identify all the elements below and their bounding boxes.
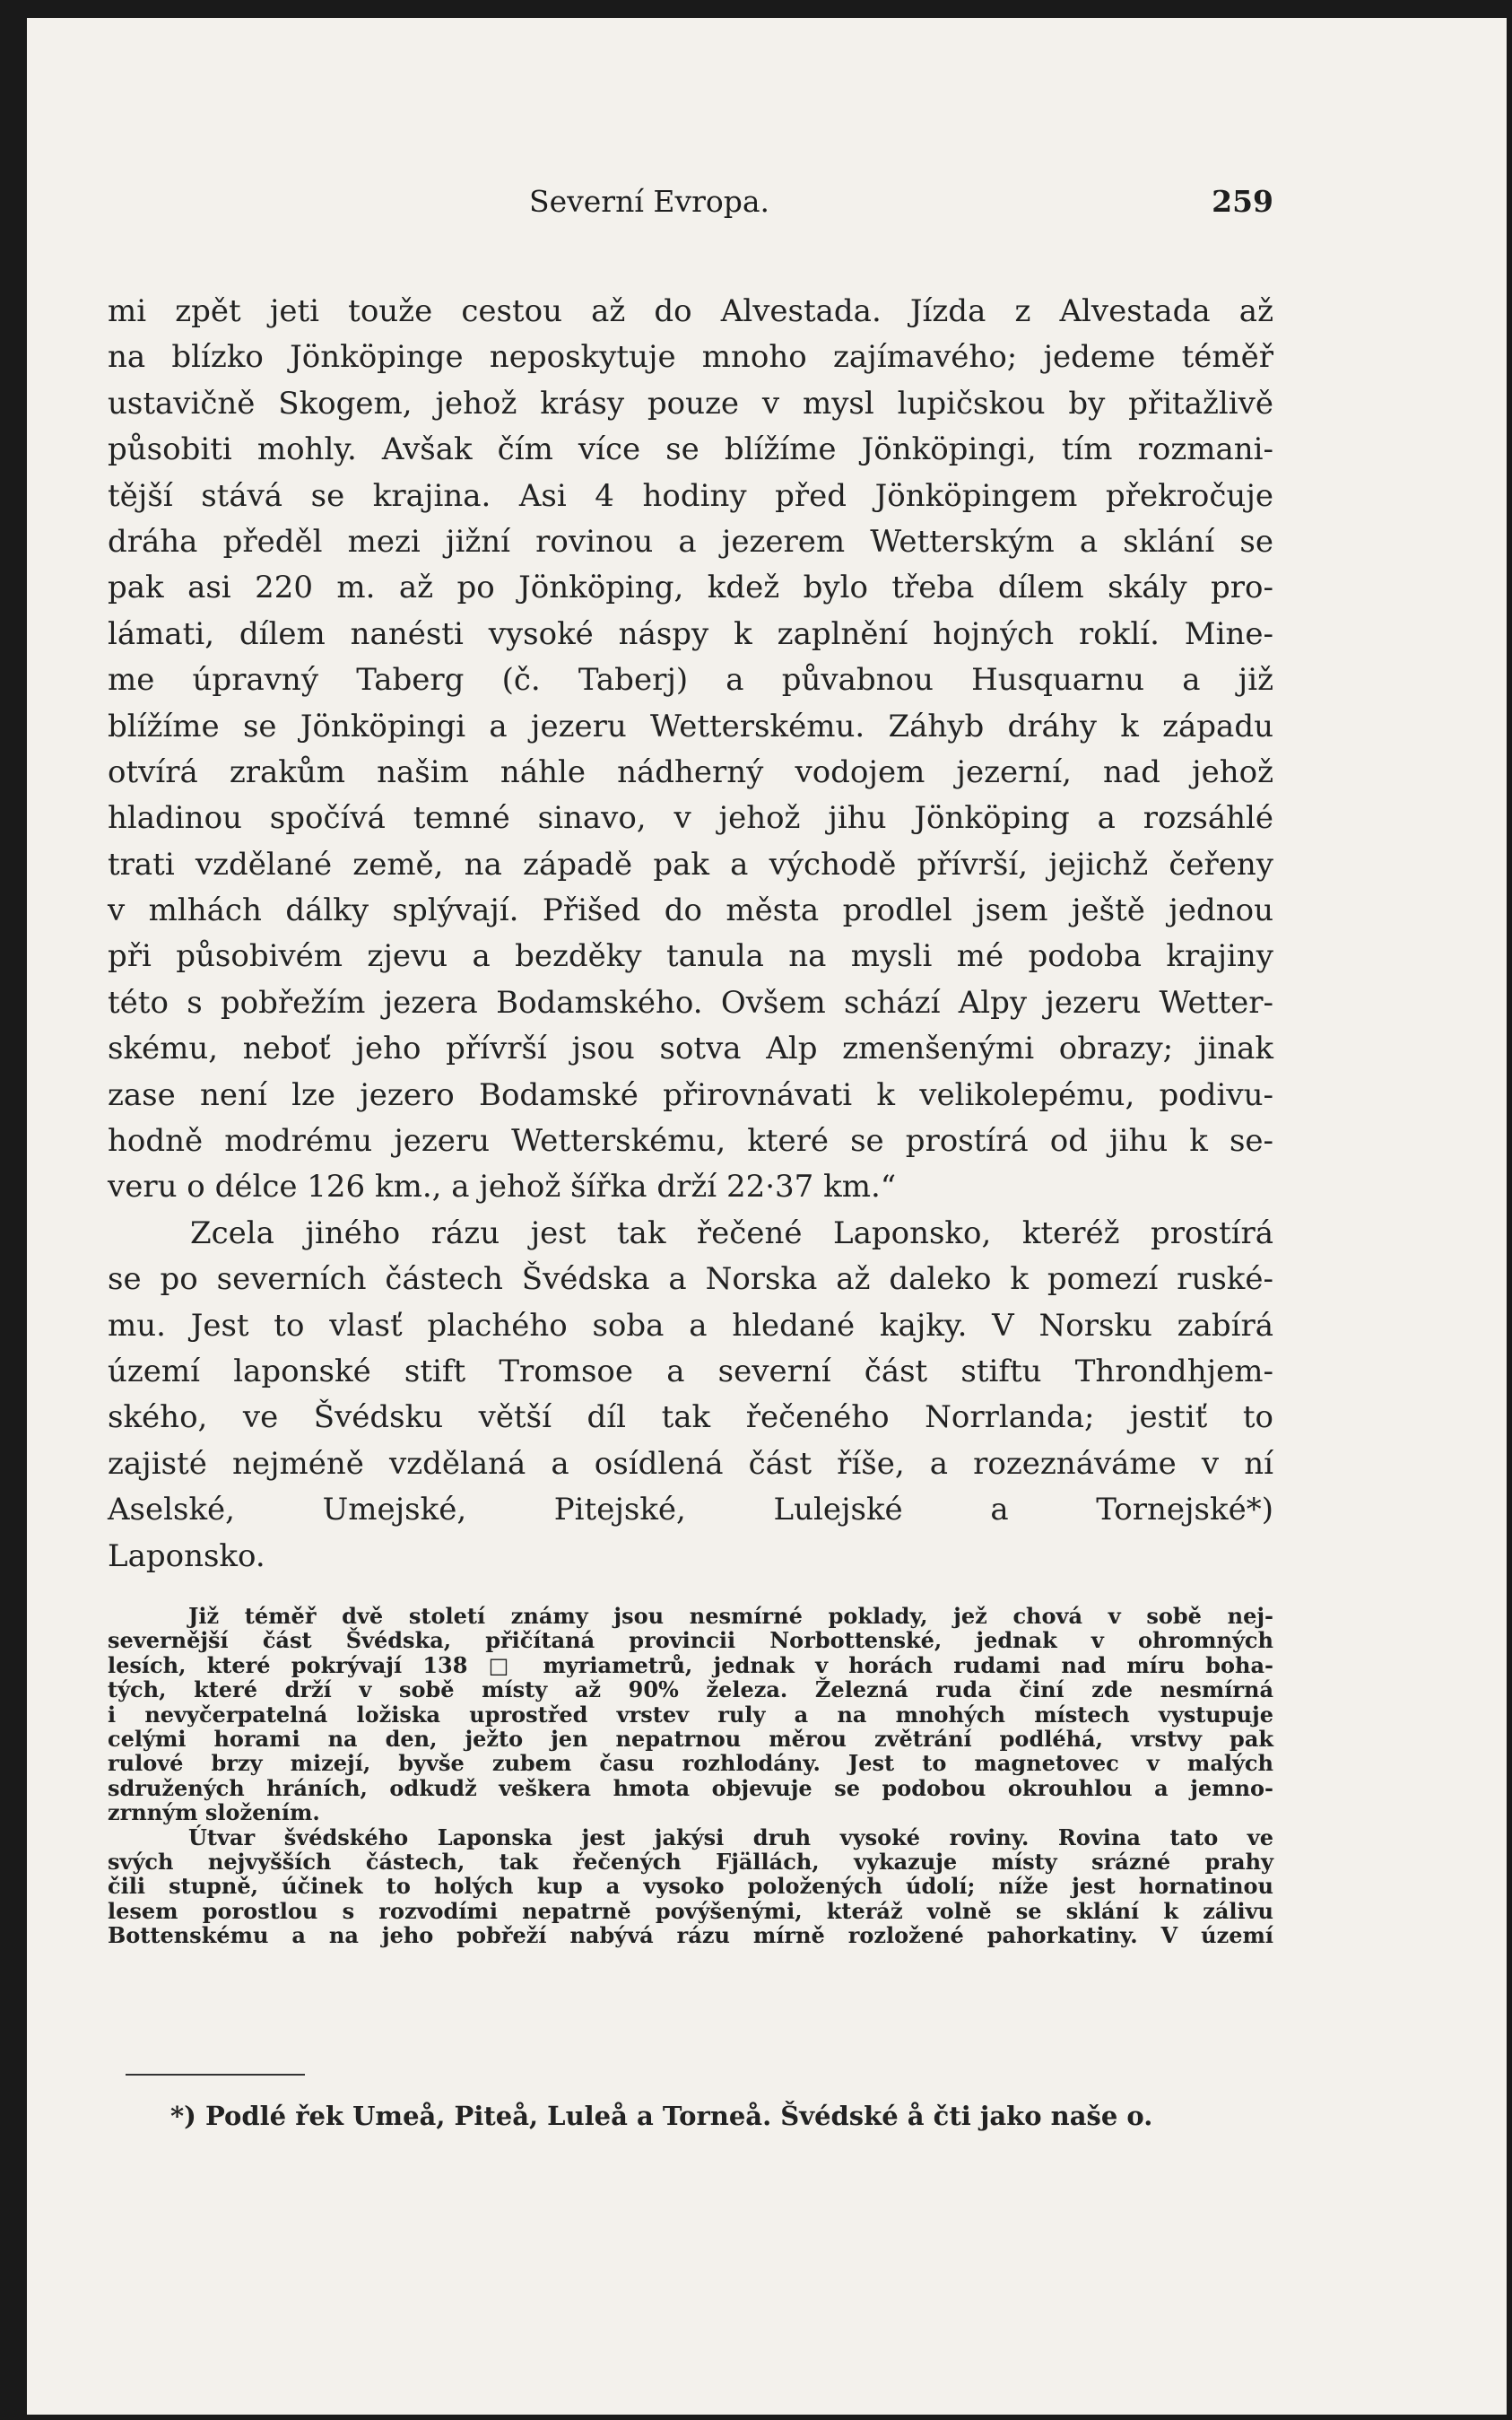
text-line: mu. Jest to vlasť plachého soba a hledané kajky. V Norsku zabírá bbox=[108, 1307, 1273, 1344]
text-line: otvírá zrakům našim náhle nádherný vodojem jezerní, nad jehož bbox=[108, 753, 1273, 790]
note-line: svých nejvyšších částech, tak řečených Fjällách, vykazuje místy srázné prahy bbox=[108, 1848, 1273, 1875]
text-line: skému, neboť jeho přívrší jsou sotva Alp zmenšenými obrazy; jinak bbox=[108, 1031, 1273, 1067]
text-line: blížíme se Jönköpingi a jezeru Wetterskému. Záhyb dráhy k západu bbox=[108, 708, 1273, 744]
text-line: mi zpět jeti touže cestou až do Alvestada. Jízda z Alvestada až bbox=[108, 293, 1273, 329]
text-line: me úpravný Taberg (č. Taberj) a půvabnou Husquarnu a již bbox=[108, 662, 1273, 699]
text-line: na blízko Jönköpinge neposkytuje mnoho zajímavého; jedeme téměř bbox=[108, 339, 1273, 376]
running-head bbox=[108, 184, 1273, 229]
note-line: sdružených hráních, odkudž veškera hmota objevuje se podobou okrouhlou a jemno- bbox=[108, 1774, 1273, 1801]
note-line: severnější část Švédska, přičítaná provincii Norbottenské, jednak v ohromných bbox=[108, 1627, 1273, 1654]
note-line: lesem porostlou s rozvodími nepatrně povýšenými, kteráž volně se sklání k zálivu bbox=[108, 1897, 1273, 1924]
page-number: 259 bbox=[1212, 184, 1273, 219]
note-line: čili stupně, účinek to holých kup a vysoko položených údolí; níže jest hornatinou bbox=[108, 1873, 1273, 1900]
note-line: celými horami na den, ježto jen nepatrnou měrou zvětrání podléhá, vrstvy pak bbox=[108, 1725, 1273, 1752]
text-line: hladinou spočívá temné sinavo, v jehož jihu Jönköping a rozsáhlé bbox=[108, 800, 1273, 837]
text-line: zase není lze jezero Bodamské přirovnávati k velikolepému, podivu- bbox=[108, 1076, 1273, 1113]
text-line: zajisté nejméně vzdělaná a osídlená část říše, a rozeznáváme v ní bbox=[108, 1445, 1273, 1482]
note-line: zrnným složením. bbox=[108, 1799, 320, 1826]
text-line: pak asi 220 m. až po Jönköping, kdež bylo třeba dílem skály pro- bbox=[108, 570, 1273, 606]
running-title: Severní Evropa. bbox=[529, 184, 770, 219]
main-text bbox=[108, 289, 1273, 1580]
text-line: se po severních částech Švédska a Norska až daleko k pomezí ruské- bbox=[108, 1261, 1273, 1298]
note-line: Útvar švédského Laponska jest jakýsi druh vysoké roviny. Rovina tato ve bbox=[188, 1824, 1273, 1850]
book-page bbox=[27, 18, 1507, 2415]
text-line: ského, ve Švédsku větší díl tak řečeného Norrlanda; jestiť to bbox=[108, 1399, 1273, 1436]
note-line: Bottenskému a na jeho pobřeží nabývá rázu mírně rozložené pahorkatiny. V území bbox=[108, 1922, 1273, 1949]
footnote-rule bbox=[126, 2074, 305, 2076]
text-line: území laponské stift Tromsoe a severní část stiftu Throndhjem- bbox=[108, 1353, 1273, 1389]
note-line: tých, které drží v sobě místy až 90% železa. Železná ruda činí zde nesmírná bbox=[108, 1676, 1273, 1703]
text-line: v mlhách dálky splývají. Přišed do města prodlel jsem ještě jednou bbox=[108, 892, 1273, 929]
text-line: trati vzdělané země, na západě pak a východě přívrší, jejichž čeřeny bbox=[108, 846, 1273, 883]
note-line: lesích, které pokrývají 138 □ myriametrů, jednak v horách rudami nad míru boha- bbox=[108, 1651, 1273, 1678]
text-line: ustavičně Skogem, jehož krásy pouze v mysl lupičskou by přitažlivě bbox=[108, 385, 1273, 422]
text-line: dráha předěl mezi jižní rovinou a jezerem Wetterským a sklání se bbox=[108, 523, 1273, 560]
notes-block bbox=[108, 1604, 1273, 1947]
text-line: této s pobřežím jezera Bodamského. Ovšem schází Alpy jezeru Wetter- bbox=[108, 984, 1273, 1021]
paragraph-start-line: Zcela jiného rázu jest tak řečené Laponsko, kteréž prostírá bbox=[190, 1214, 1273, 1251]
text-line: hodně modrému jezeru Wetterskému, které se prostírá od jihu k se- bbox=[108, 1123, 1273, 1160]
note-line: Již téměř dvě století známy jsou nesmírné poklady, jež chová v sobě nej- bbox=[188, 1603, 1273, 1629]
text-line: při působivém zjevu a bezděky tanula na mysli mé podoba krajiny bbox=[108, 938, 1273, 975]
text-line: působiti mohly. Avšak čím více se blížíme Jönköpingi, tím rozmani- bbox=[108, 431, 1273, 468]
text-line: lámati, dílem nanésti vysoké náspy k zaplnění hojných roklí. Mine- bbox=[108, 615, 1273, 652]
text-line: veru o délce 126 km., a jehož šířka drží 22·37 km.“ bbox=[108, 1169, 897, 1206]
text-line: tější stává se krajina. Asi 4 hodiny před Jönköpingem překročuje bbox=[108, 477, 1273, 514]
footnote: *) Podlé řek Umeå, Piteå, Luleå a Torneå. Švédské å čti jako naše o. bbox=[170, 2101, 1153, 2131]
text-line: Aselské, Umejské, Pitejské, Lulejské a Tornejské*) bbox=[108, 1492, 1273, 1528]
note-line: rulové brzy mizejí, byvše zubem času rozhlodány. Jest to magnetovec v malých bbox=[108, 1750, 1273, 1777]
note-line: i nevyčerpatelná ložiska uprostřed vrstev ruly a na mnohých místech vystupuje bbox=[108, 1701, 1273, 1728]
text-line: Laponsko. bbox=[108, 1537, 265, 1574]
